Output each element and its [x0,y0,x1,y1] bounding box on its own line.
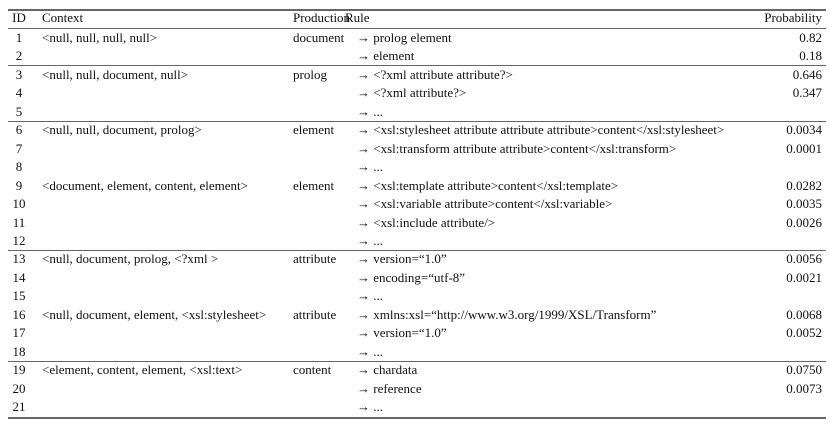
row-probability: 0.0282 [786,177,822,193]
row-rhs [357,29,452,47]
row-rhs-text: ... [373,159,383,175]
table-row [0,287,830,305]
row-id: 10 [12,196,26,212]
row-rhs [357,66,513,84]
row-rhs-text: version=“1.0” [373,325,447,341]
table-row [0,269,830,287]
row-probability: 0.0035 [786,196,822,212]
arrow-icon: → [357,140,370,156]
row-rhs [357,306,656,324]
arrow-icon: → [357,48,370,64]
row-id: 9 [15,177,23,193]
table-row [0,158,830,176]
row-id: 3 [15,66,23,82]
row-probability: 0.0001 [786,140,822,156]
table-row [0,361,830,379]
arrow-icon: → [357,103,370,119]
row-id: 5 [15,103,23,119]
arrow-icon: → [357,30,370,45]
row-id: 6 [15,122,23,138]
row-rhs-text: <xsl:template attribute>content</xsl:template> [373,177,619,193]
row-rhs-text: ... [373,399,383,414]
row-rhs [357,195,612,213]
arrow-icon: → [357,269,370,285]
row-rhs [357,398,383,416]
row-lhs: attribute [293,306,337,322]
table-header [0,9,830,27]
row-rhs-text: xmlns:xsl=“http://www.w3.org/1999/XSL/Transform” [373,306,657,322]
row-probability: 0.0021 [786,269,822,285]
row-context: <null, document, prolog, <?xml > [42,251,219,267]
row-context: <null, null, document, null> [42,66,189,82]
row-id: 12 [12,232,26,248]
arrow-icon: → [357,399,370,414]
row-lhs: document [293,30,345,45]
row-rhs-text: <xsl:include attribute/> [373,214,496,230]
row-rhs [357,250,447,268]
row-probability: 0.347 [792,85,822,101]
table-row [0,103,830,121]
arrow-icon: → [357,380,370,396]
row-lhs: element [293,122,335,138]
row-probability: 0.18 [799,48,822,64]
row-rhs [357,232,383,250]
row-id: 7 [15,140,23,156]
row-lhs: element [293,177,335,193]
row-id: 8 [15,159,23,175]
row-rhs [357,343,383,361]
row-rhs [357,121,724,139]
row-rhs [357,177,618,195]
row-rhs-text: <xsl:transform attribute attribute>content</xsl:transform> [373,140,677,156]
row-lhs: prolog [293,66,327,82]
row-rhs-text: ... [373,103,383,119]
row-rhs [357,158,383,176]
row-rhs [357,47,414,65]
table-row [0,140,830,158]
row-probability: 0.0026 [786,214,822,230]
table-row [0,380,830,398]
row-rhs-text: element [373,48,415,64]
row-rhs-text: <?xml attribute?> [373,85,467,101]
row-rhs-text: ... [373,232,383,248]
table-row [0,324,830,342]
table-row [0,232,830,250]
arrow-icon: → [357,159,370,175]
row-rhs [357,380,422,398]
row-probability: 0.646 [792,66,822,82]
table-row [0,177,830,195]
row-probability: 0.0068 [786,306,822,322]
row-context: <null, null, null, null> [42,30,158,45]
row-probability: 0.0750 [786,362,822,378]
row-rhs-text: <?xml attribute attribute?> [373,66,513,82]
row-id: 14 [12,269,26,285]
row-rhs [357,287,383,305]
row-probability: 0.0052 [786,325,822,341]
row-rhs-text: ... [373,343,383,359]
row-id: 15 [12,288,26,304]
row-id: 18 [12,343,26,359]
header-context: Context [42,10,84,25]
row-context: <null, document, element, <xsl:stylesheet> [42,306,267,322]
arrow-icon: → [357,85,370,101]
row-rhs-text: <xsl:variable attribute>content</xsl:variable> [373,196,613,212]
table-row [0,84,830,102]
row-rhs [357,361,417,379]
row-context: <element, content, element, <xsl:text> [42,362,243,378]
row-rhs [357,269,465,287]
header-probability: Probability [764,10,822,25]
row-lhs: content [293,362,332,378]
arrow-icon: → [357,325,370,341]
arrow-icon: → [357,251,370,267]
row-rhs [357,140,676,158]
row-rhs-text: version=“1.0” [373,251,447,267]
table-row [0,398,830,416]
row-rhs [357,84,466,102]
row-id: 2 [15,48,23,64]
arrow-icon: → [357,214,370,230]
row-probability: 0.82 [799,30,822,45]
row-id: 4 [15,85,23,101]
table-row [0,29,830,47]
header-production: Production [293,10,351,25]
arrow-icon: → [357,232,370,248]
table-row [0,66,830,84]
row-lhs: attribute [293,251,337,267]
table-row [0,214,830,232]
row-rhs-text: encoding=“utf-8” [373,269,466,285]
row-id: 19 [12,362,26,378]
row-id: 20 [12,380,26,396]
row-id: 13 [12,251,26,267]
arrow-icon: → [357,196,370,212]
table-row [0,306,830,324]
arrow-icon: → [357,343,370,359]
header-id: ID [12,10,26,25]
row-probability: 0.0073 [786,380,822,396]
table-row [0,195,830,213]
table-row [0,250,830,268]
table-row [0,121,830,139]
row-id: 16 [12,306,26,322]
arrow-icon: → [357,362,370,378]
bottom-rule [8,417,826,419]
row-rhs-text: prolog element [373,30,452,45]
row-rhs [357,214,495,232]
row-probability: 0.0056 [786,251,822,267]
row-id: 21 [12,399,26,414]
row-id: 17 [12,325,26,341]
arrow-icon: → [357,177,370,193]
row-rhs-text: chardata [373,362,418,378]
row-rhs-text: ... [373,288,383,304]
row-id: 11 [12,214,26,230]
row-context: <null, null, document, prolog> [42,122,202,138]
row-rhs [357,103,383,121]
row-context: <document, element, content, element> [42,177,248,193]
arrow-icon: → [357,122,370,138]
row-id: 1 [15,30,23,45]
row-rhs-text: <xsl:stylesheet attribute attribute attribute>content</xsl:stylesheet> [373,122,725,138]
table-row [0,343,830,361]
header-rule: Rule [345,10,370,25]
row-probability: 0.0034 [786,122,822,138]
table-row [0,47,830,65]
row-rhs [357,324,447,342]
row-rhs-text: reference [373,380,422,396]
arrow-icon: → [357,66,370,82]
arrow-icon: → [357,306,370,322]
arrow-icon: → [357,288,370,304]
